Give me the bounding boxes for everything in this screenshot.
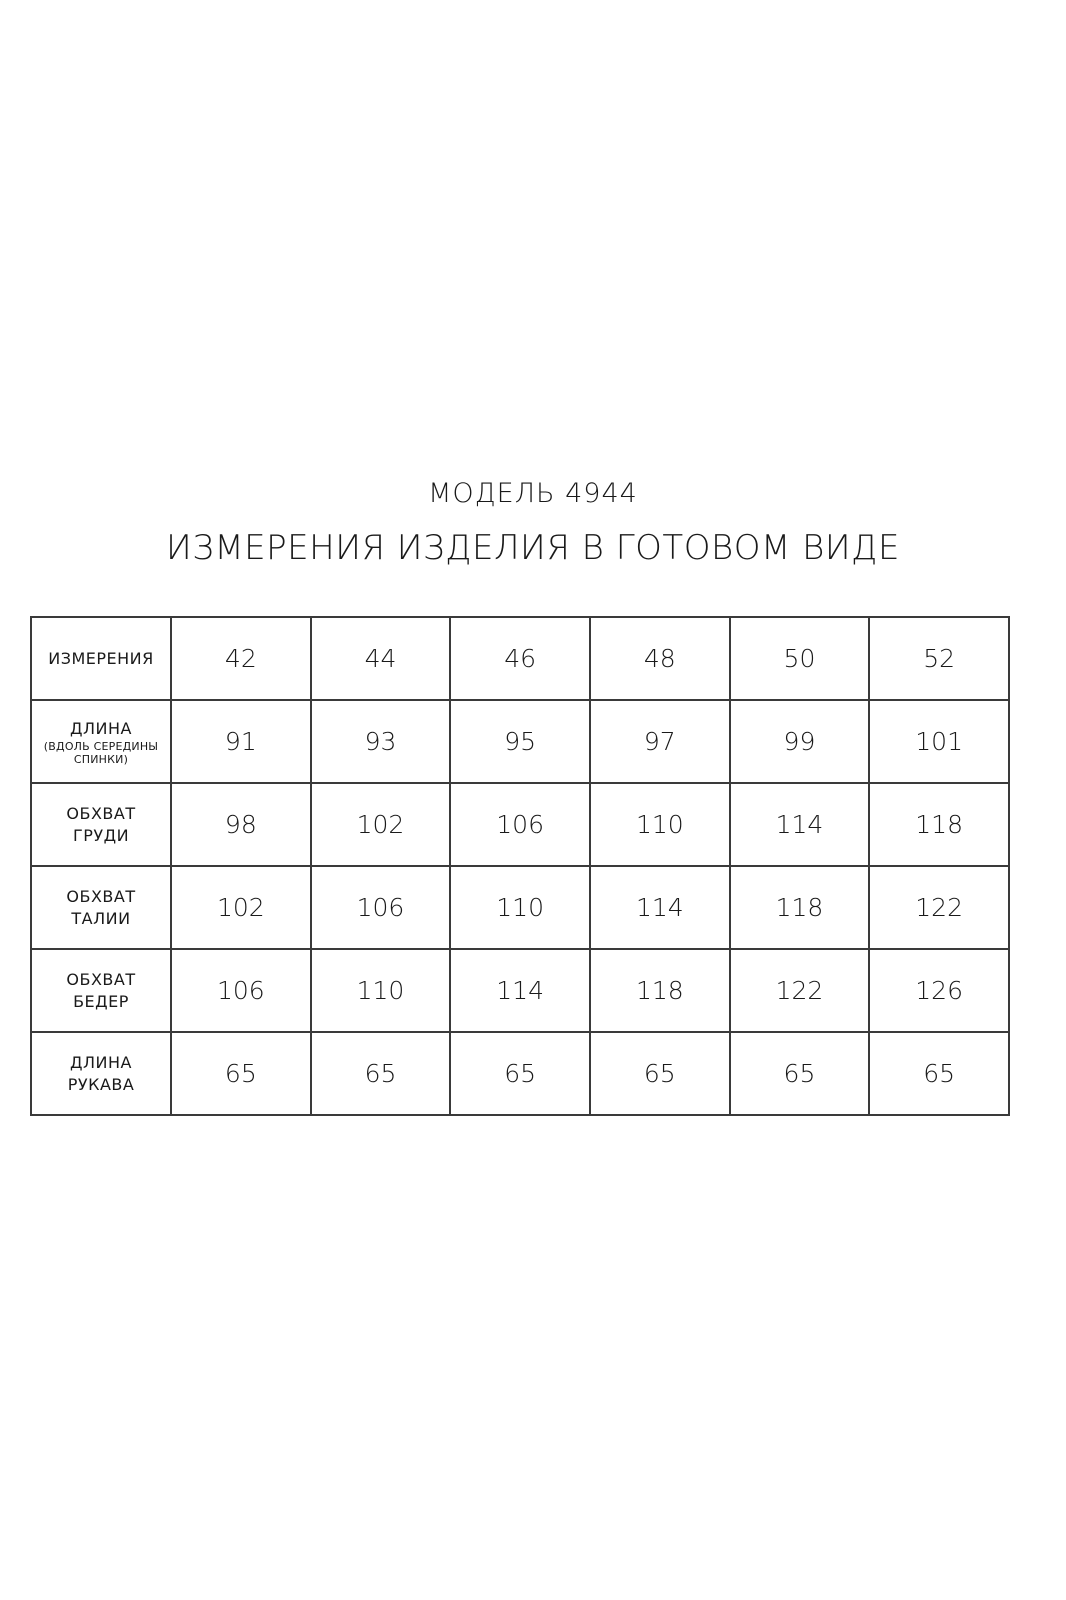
table-cell: 114 bbox=[590, 866, 730, 949]
row-label-line: ГРУДИ bbox=[72, 825, 130, 845]
table-header-row bbox=[31, 617, 1009, 700]
row-label-length bbox=[31, 700, 171, 783]
table-cell: 118 bbox=[869, 783, 1009, 866]
row-label-line: ДЛИНА bbox=[70, 1052, 132, 1072]
row-label-line: ТАЛИИ bbox=[71, 908, 131, 928]
row-label-chest bbox=[31, 783, 171, 866]
row-label-waist bbox=[31, 866, 171, 949]
header-label: ИЗМЕРЕНИЯ bbox=[31, 617, 171, 700]
size-header: 52 bbox=[869, 617, 1009, 700]
table-cell: 110 bbox=[590, 783, 730, 866]
table-cell: 65 bbox=[590, 1032, 730, 1115]
size-header: 48 bbox=[590, 617, 730, 700]
table-cell: 106 bbox=[450, 783, 590, 866]
table-cell: 101 bbox=[869, 700, 1009, 783]
row-label-line: ОБХВАТ bbox=[66, 803, 136, 823]
table-cell: 106 bbox=[311, 866, 451, 949]
row-label-line: ОБХВАТ bbox=[66, 886, 136, 906]
table-cell: 118 bbox=[590, 949, 730, 1032]
row-label-sleeve bbox=[31, 1032, 171, 1115]
row-label-line: ОБХВАТ bbox=[66, 969, 136, 989]
table-row bbox=[31, 1032, 1009, 1115]
table-cell: 114 bbox=[730, 783, 870, 866]
table-cell: 99 bbox=[730, 700, 870, 783]
table-cell: 102 bbox=[311, 783, 451, 866]
size-header: 46 bbox=[450, 617, 590, 700]
table-row bbox=[31, 783, 1009, 866]
table-cell: 97 bbox=[590, 700, 730, 783]
table-cell: 65 bbox=[450, 1032, 590, 1115]
table-row bbox=[31, 949, 1009, 1032]
table-cell: 126 bbox=[869, 949, 1009, 1032]
table-cell: 102 bbox=[171, 866, 311, 949]
table-cell: 114 bbox=[450, 949, 590, 1032]
table-cell: 122 bbox=[730, 949, 870, 1032]
table-cell: 65 bbox=[869, 1032, 1009, 1115]
table-cell: 95 bbox=[450, 700, 590, 783]
row-label-hips bbox=[31, 949, 171, 1032]
row-label-line: ДЛИНА bbox=[70, 718, 132, 738]
table-cell: 110 bbox=[311, 949, 451, 1032]
table-cell: 122 bbox=[869, 866, 1009, 949]
table-cell: 118 bbox=[730, 866, 870, 949]
size-header: 50 bbox=[730, 617, 870, 700]
row-label-line: БЕДЕР bbox=[73, 991, 129, 1011]
table-cell: 65 bbox=[171, 1032, 311, 1115]
size-header: 44 bbox=[311, 617, 451, 700]
table-cell: 65 bbox=[730, 1032, 870, 1115]
model-title: МОДЕЛЬ 4944 bbox=[428, 478, 638, 509]
row-label-note: (ВДОЛЬ СЕРЕДИНЫ bbox=[43, 739, 159, 753]
table-cell: 91 bbox=[171, 700, 311, 783]
page-title: ИЗМЕРЕНИЯ ИЗДЕЛИЯ В ГОТОВОМ ВИДЕ bbox=[166, 528, 900, 568]
table-row bbox=[31, 866, 1009, 949]
table-row bbox=[31, 700, 1009, 783]
table-cell: 65 bbox=[311, 1032, 451, 1115]
table-cell: 106 bbox=[171, 949, 311, 1032]
size-header: 42 bbox=[171, 617, 311, 700]
table-cell: 93 bbox=[311, 700, 451, 783]
row-label-note: СПИНКИ) bbox=[73, 752, 129, 766]
size-table bbox=[30, 616, 1010, 1116]
table-cell: 98 bbox=[171, 783, 311, 866]
row-label-line: РУКАВА bbox=[67, 1074, 135, 1094]
table-cell: 110 bbox=[450, 866, 590, 949]
